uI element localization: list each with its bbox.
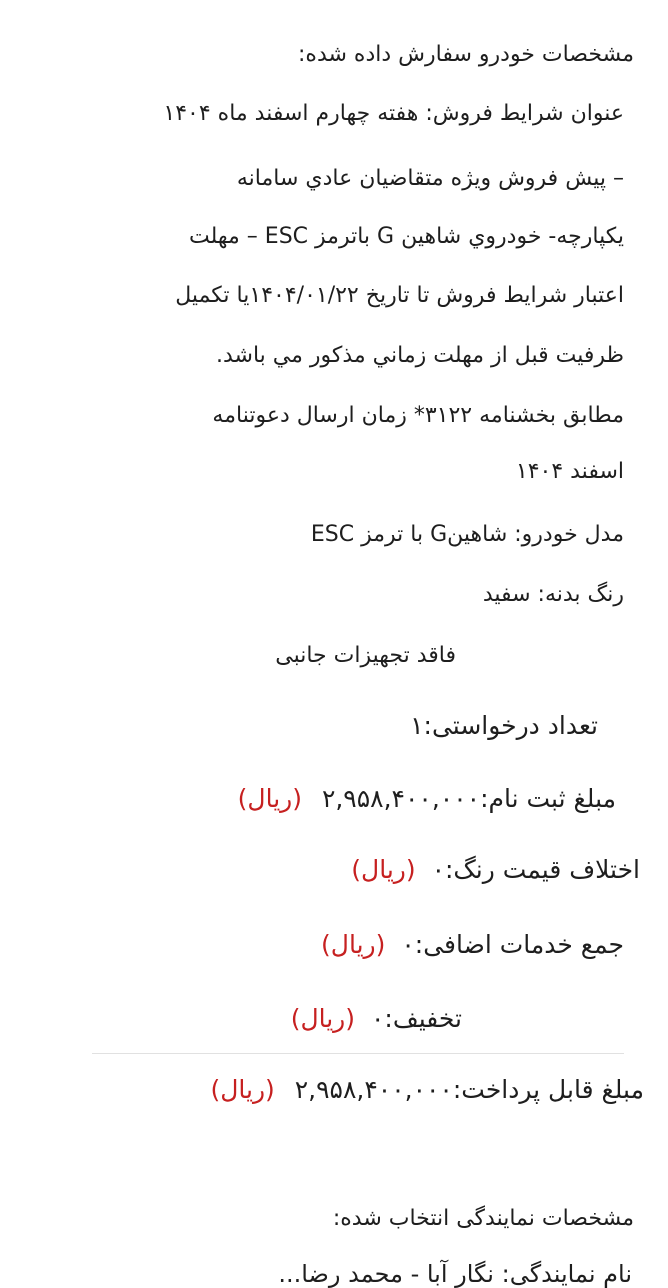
- sale-condition-line-6: مطابق بخشنامه ۳۱۲۲* زمان ارسال دعوتنامه: [212, 403, 624, 428]
- sale-condition-line-1: عنوان شرایط فروش: هفته چهارم اسفند ماه ۱۴۰۴: [163, 101, 624, 126]
- requested-quantity: تعداد درخواستی:۱: [410, 711, 598, 740]
- registration-amount: مبلغ ثبت نام:۲,۹۵۸,۴۰۰,۰۰۰: [321, 784, 616, 813]
- extra-services-row: [321, 932, 624, 957]
- sale-condition-line-3: یکپارچه- خودروي شاهین G باترمز ESC – مهلت: [189, 224, 624, 249]
- order-section-title: مشخصات خودرو سفارش داده شده:: [298, 42, 634, 67]
- currency-label: (ریال): [237, 784, 302, 813]
- sale-condition-line-4: اعتبار شرایط فروش تا تاریخ ۱۴۰۴/۰۱/۲۲یا تکمیل: [175, 283, 624, 308]
- discount: تخفیف:۰: [370, 1004, 462, 1033]
- currency-label: (ریال): [321, 930, 386, 959]
- registration-amount-row: [238, 786, 616, 811]
- sale-condition-line-2: – پیش فروش ویژه متقاضیان عادي سامانه: [236, 166, 624, 191]
- divider: [92, 1053, 624, 1054]
- sale-condition-line-7: اسفند ۱۴۰۴: [515, 459, 624, 484]
- discount-row: [291, 1006, 462, 1031]
- dealer-name-partial: نام نمایندگی: نگار آبا - محمد رضا...: [278, 1260, 632, 1288]
- dealer-section-title: مشخصات نمایندگی انتخاب شده:: [332, 1206, 634, 1231]
- payable-amount-row: [210, 1077, 644, 1102]
- body-color: رنگ بدنه: سفید: [482, 582, 624, 607]
- sale-condition-line-5: ظرفیت قبل از مهلت زماني مذکور مي باشد.: [215, 343, 624, 368]
- color-difference: اختلاف قیمت رنگ:۰: [431, 855, 640, 884]
- currency-label: (ریال): [290, 1004, 356, 1033]
- car-model: مدل خودرو: شاهینG با ترمز ESC: [310, 522, 624, 547]
- currency-label: (ریال): [351, 855, 416, 884]
- payable-amount: مبلغ قابل پرداخت:۲,۹۵۸,۴۰۰,۰۰۰: [294, 1075, 644, 1104]
- currency-label: (ریال): [210, 1075, 275, 1104]
- extra-services: جمع خدمات اضافی:۰: [401, 930, 624, 959]
- color-difference-row: [351, 857, 640, 882]
- equipment-status: فاقد تجهیزات جانبی: [275, 643, 456, 668]
